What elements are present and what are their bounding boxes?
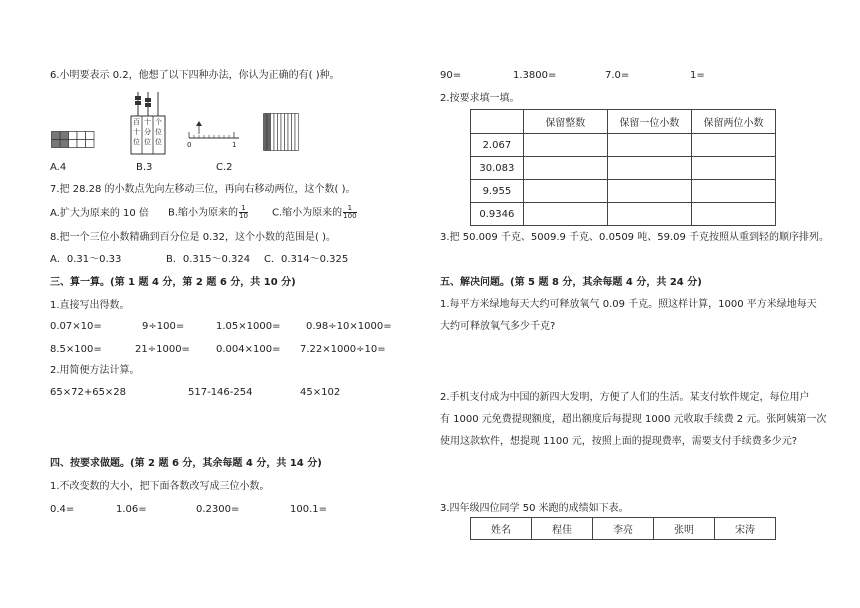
- table-header-cell: 姓名: [471, 518, 532, 540]
- abacus-label-wei-1: 位: [155, 128, 162, 136]
- rewrite-item: 90=: [440, 70, 462, 81]
- calc-item: 21÷1000=: [135, 344, 190, 355]
- q6-option-b: B.3: [136, 162, 153, 173]
- section-3-q2: 2.用简便方法计算。: [50, 365, 140, 376]
- abacus-label-ones: 个: [155, 118, 162, 126]
- fraction-one-tenth: [239, 205, 248, 220]
- table-header-cell: 保留整数: [523, 110, 607, 134]
- fraction-denominator: 100: [343, 212, 357, 220]
- q8-option-c: C．0.314～0.325: [264, 254, 349, 265]
- section-4-title: 四、按要求做题。(第 2 题 6 分，其余每题 4 分，共 14 分): [50, 458, 322, 469]
- answer-cell[interactable]: [523, 134, 607, 157]
- table-row: [471, 518, 776, 540]
- rewrite-item: 1=: [690, 70, 705, 81]
- answer-cell[interactable]: [691, 203, 775, 226]
- right-q3: 3.把 50.009 千克、5009.9 千克、0.0509 吨、59.09 千克按照从重到轻的顺序排列。: [440, 232, 830, 243]
- q7-option-b-text: B.缩小为原来的: [168, 207, 239, 219]
- rewrite-item: 100.1=: [290, 504, 328, 515]
- table-header-cell: 李亮: [593, 518, 654, 540]
- right-q2: 2.按要求填一填。: [440, 93, 520, 104]
- section-4-q1: 1.不改变数的大小，把下面各数改写成三位小数。: [50, 481, 270, 492]
- problem-2-line-2: 有 1000 元免费提现额度，超出额度后每提现 1000 元收取手续费 2 元。张阿姨第一次: [440, 414, 827, 425]
- question-7: 7.把 28.28 的小数点先向左移动三位，再向右移动两位，这个数( )。: [50, 184, 356, 195]
- abacus-label-wei-4: 位: [155, 138, 162, 146]
- table-row: [471, 203, 776, 226]
- table-header-cell: 保留两位小数: [691, 110, 775, 134]
- table-cell-number: 9.955: [471, 180, 524, 203]
- fraction-one-hundredth: [343, 205, 356, 220]
- problem-3: 3.四年级四位同学 50 米跑的成绩如下表。: [440, 503, 629, 514]
- abacus-label-wei-2: 位: [133, 138, 140, 146]
- q8-option-a: A．0.31～0.33: [50, 254, 122, 265]
- rewrite-item: 7.0=: [605, 70, 630, 81]
- table-cell-number: 30.083: [471, 157, 524, 180]
- answer-cell[interactable]: [523, 157, 607, 180]
- table-header-cell: [471, 110, 524, 134]
- rewrite-item: 0.4=: [50, 504, 75, 515]
- simplify-item: 517-146-254: [188, 387, 253, 398]
- abacus-label-tens: 十: [144, 118, 151, 126]
- abacus-label-fen: 分: [144, 128, 151, 136]
- calc-item: 0.07×10=: [50, 321, 102, 332]
- calc-item: 0.004×100=: [216, 344, 281, 355]
- calc-item: 1.05×1000=: [216, 321, 281, 332]
- answer-cell[interactable]: [607, 134, 691, 157]
- rewrite-item: 1.3800=: [513, 70, 557, 81]
- answer-cell[interactable]: [607, 203, 691, 226]
- answer-cell[interactable]: [691, 180, 775, 203]
- answer-cell[interactable]: [691, 157, 775, 180]
- section-5-title: 五、解决问题。(第 5 题 8 分，其余每题 4 分，共 24 分): [440, 277, 702, 288]
- q8-option-b: B．0.315～0.324: [166, 254, 251, 265]
- problem-2-line-3: 使用这款软件，想提现 1100 元，按照上面的提现费率，需要支付手续费多少元?: [440, 436, 798, 447]
- section-3-title: 三、算一算。(第 1 题 4 分，第 2 题 6 分，共 10 分): [50, 277, 296, 288]
- q7-option-b: [168, 205, 248, 220]
- answer-cell[interactable]: [691, 134, 775, 157]
- table-header-cell: 程佳: [532, 518, 593, 540]
- calc-item: 8.5×100=: [50, 344, 102, 355]
- rewrite-item: 0.2300=: [196, 504, 240, 515]
- abacus-label-wei-3: 位: [144, 138, 151, 146]
- figure-tenths-square: [263, 113, 299, 151]
- abacus-label-tens-2: 十: [133, 128, 140, 136]
- q6-option-a: A.4: [50, 162, 67, 173]
- table-row: [471, 134, 776, 157]
- simplify-item: 45×102: [300, 387, 341, 398]
- section-3-q1: 1.直接写出得数。: [50, 300, 130, 311]
- question-6: 6.小明要表示 0.2，他想了以下四种办法，你认为正确的有( )种。: [50, 70, 340, 81]
- table-row: [471, 157, 776, 180]
- answer-cell[interactable]: [523, 180, 607, 203]
- calc-item: 7.22×1000÷10=: [300, 344, 386, 355]
- figure-number-line: [186, 120, 242, 142]
- q6-option-c: C.2: [216, 162, 233, 173]
- q7-option-a: A.扩大为原来的 10 倍: [50, 208, 149, 219]
- table-header-cell: 保留一位小数: [607, 110, 691, 134]
- problem-2-line-1: 2.手机支付成为中国的新四大发明，方便了人们的生活。某支付软件规定，每位用户: [440, 392, 810, 403]
- calc-item: 0.98÷10×1000=: [306, 321, 392, 332]
- answer-cell[interactable]: [607, 157, 691, 180]
- abacus-label-hundreds: 百: [133, 118, 140, 126]
- calc-item: 9÷100=: [142, 321, 185, 332]
- fraction-numerator: 1: [343, 205, 356, 213]
- table-cell-number: 2.067: [471, 134, 524, 157]
- simplify-item: 65×72+65×28: [50, 387, 127, 398]
- rounding-table: [470, 109, 776, 226]
- q7-option-c-text: C.缩小为原来的: [272, 207, 343, 219]
- table-header-cell: 宋涛: [715, 518, 776, 540]
- table-row: [471, 110, 776, 134]
- running-results-table: [470, 517, 776, 540]
- problem-1-line-1: 1.每平方米绿地每天大约可释放氧气 0.09 千克。照这样计算，1000 平方米绿地每天: [440, 299, 817, 310]
- question-8: 8.把一个三位小数精确到百分位是 0.32，这个小数的范围是( )。: [50, 232, 336, 243]
- answer-cell[interactable]: [607, 180, 691, 203]
- answer-cell[interactable]: [523, 203, 607, 226]
- number-line-label-0: 0: [187, 141, 192, 149]
- number-line-label-1: 1: [232, 141, 237, 149]
- table-row: [471, 180, 776, 203]
- fraction-denominator: 10: [239, 212, 248, 220]
- rewrite-item: 1.06=: [116, 504, 147, 515]
- problem-1-line-2: 大约可释放氧气多少千克?: [440, 321, 556, 332]
- table-cell-number: 0.9346: [471, 203, 524, 226]
- fraction-numerator: 1: [239, 205, 248, 213]
- q7-option-c: [272, 205, 357, 220]
- figure-tenths-bar: [51, 131, 95, 149]
- table-header-cell: 张明: [654, 518, 715, 540]
